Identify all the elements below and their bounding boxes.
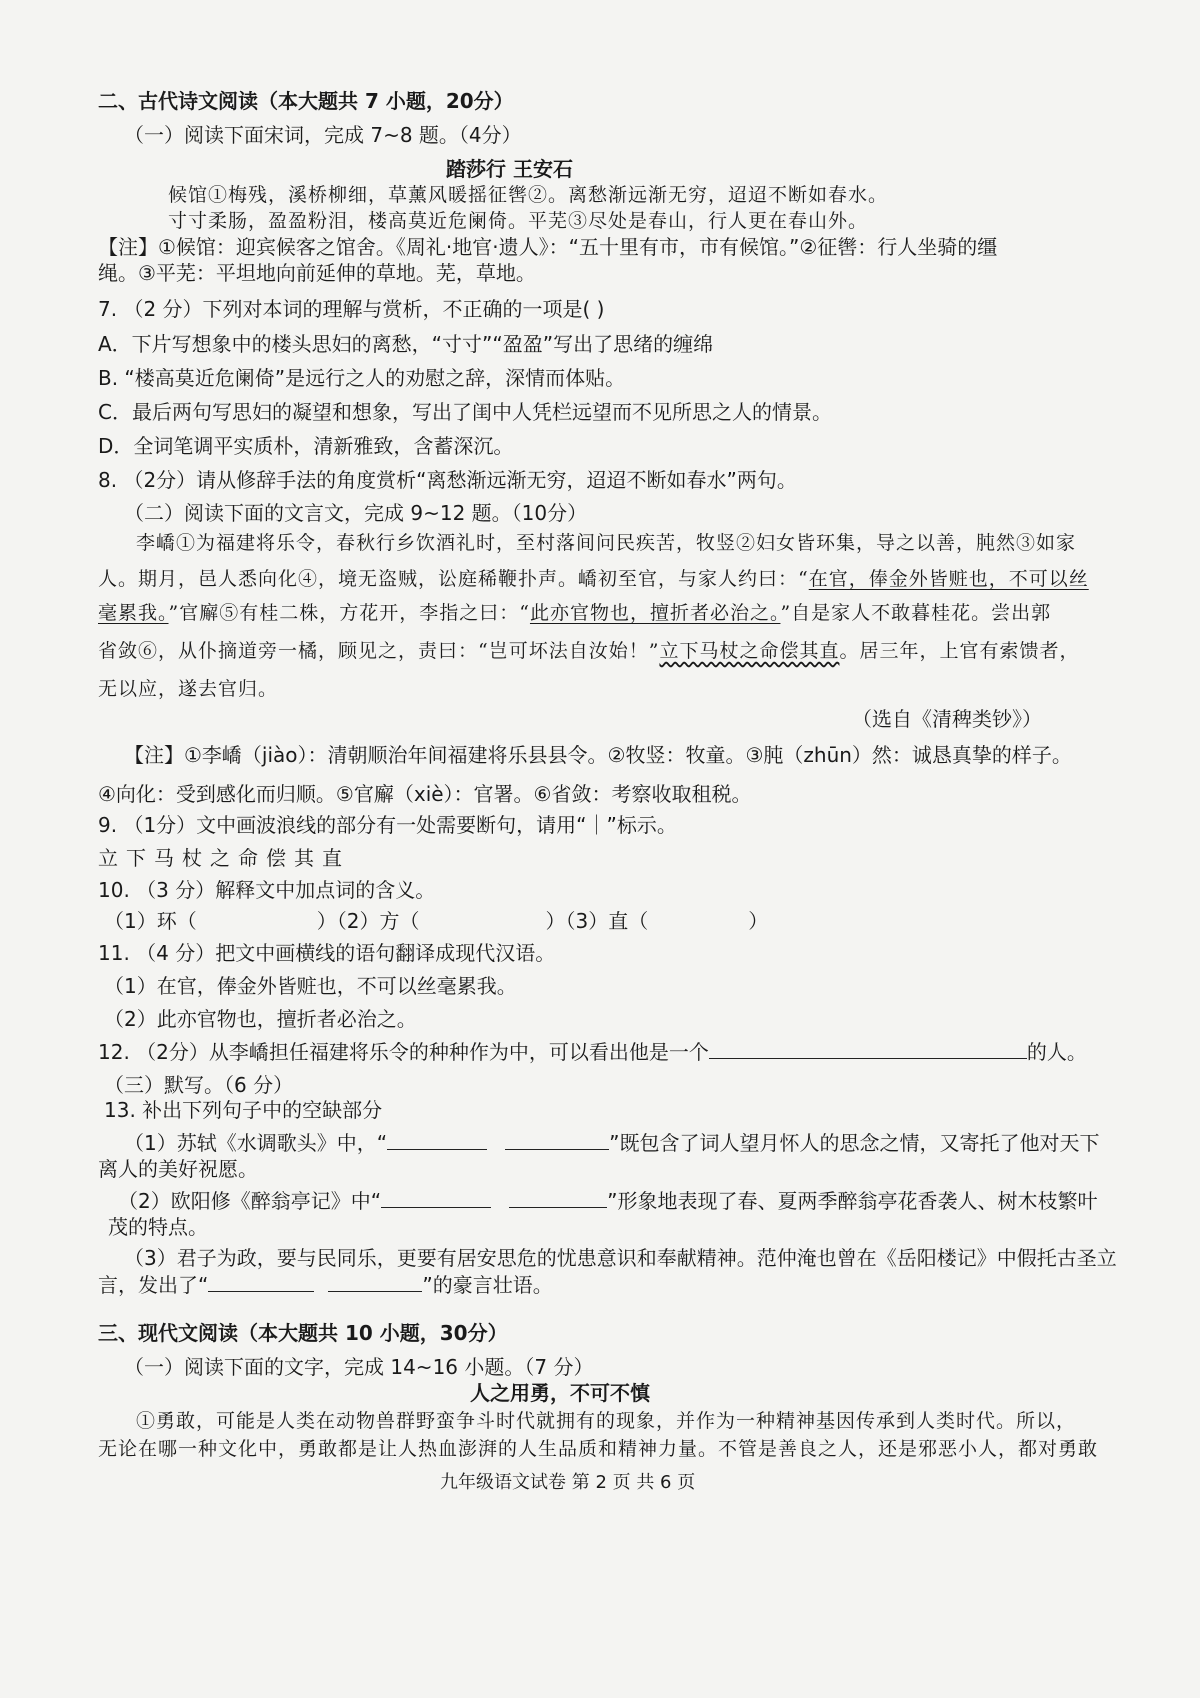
answer-blank[interactable] [505,1131,609,1150]
answer-blank[interactable] [381,1189,491,1208]
prose-text: 省敛⑥，从仆摘道旁一橘，顾见之，责曰：“岂可坏法自汝始！” [98,640,660,662]
poem-line-2: 寸寸柔肠，盈盈粉泪，楼高莫近危阑倚。平芜③尽处是春山，行人更在春山外。 [168,210,869,232]
prose-text: ”官廨⑤有桂二株，方花开，李指之曰：“ [168,602,530,624]
question-10: 10. （3 分）解释文中加点词的含义。 [98,878,436,902]
question-13-item-1-cont: 离人的美好祝愿。 [98,1157,258,1181]
question-13-item-1 [124,1130,1099,1156]
answer-blank[interactable] [208,1273,314,1292]
prose-note-line-1: 【注】①李嶠（jiào）：清朝顺治年间福建将乐县县令。②牧竖：牧童。③肫（zhūn）然：诚恳真挚的样子。 [124,743,1072,767]
question-7-option-b: B. “楼高莫近危阑倚”是远行之人的劝慰之辞，深情而体贴。 [98,366,626,390]
section3-heading: 三、现代文阅读（本大题共 10 小题，30分） [98,1321,508,1345]
underlined-sentence-1b: 毫累我。 [98,602,169,624]
question-10-items [104,908,768,934]
q13-2-text: ”形象地表现了春、夏两季醉翁亭花香袭人、树木枝繁叶 [607,1189,1098,1213]
section3-part1-intro: （一）阅读下面的文字，完成 14~16 小题。（7 分） [124,1355,594,1379]
answer-blank[interactable] [387,1131,487,1150]
answer-blank[interactable] [509,1189,607,1208]
q13-2-text: （2）欧阳修《醉翁亭记》中“ [118,1189,382,1213]
q12-text: 12. （2分）从李嶠担任福建将乐令的种种作为中，可以看出他是一个 [98,1040,709,1064]
question-11: 11. （4 分）把文中画横线的语句翻译成现代汉语。 [98,941,556,965]
question-11-item-2: （2）此亦官物也，擅折者必治之。 [104,1007,417,1031]
q13-1-text: ”既包含了词人望月怀人的思念之情，又寄托了他对天下 [609,1131,1100,1155]
underlined-sentence-2: 此亦官物也，擅折者必治之。 [529,602,781,624]
part3-intro: （三）默写。（6 分） [104,1073,294,1097]
q10-item-2: ）（2）方（ [316,909,420,933]
q10-item-end: ） [748,909,769,933]
article-title: 人之用勇，不可不慎 [470,1381,650,1405]
question-13-item-3-cont [98,1272,553,1298]
prose-line-4 [98,638,1079,664]
answer-blank[interactable] [328,1273,422,1292]
prose-text: 。居三年，上官有索馈者， [839,640,1080,662]
prose-source: （选自《清稗类钞》） [852,707,1042,731]
prose-note-line-2: ④向化：受到感化而归顺。⑤官廨（xiè）：官署。⑥省敛：考察收取租税。 [98,782,752,806]
question-11-item-1: （1）在官，俸金外皆赃也，不可以丝毫累我。 [104,974,517,998]
question-7-option-d: D．全词笔调平实质朴，清新雅致，含蓄深沉。 [98,434,514,458]
q12-end: 的人。 [1026,1040,1087,1064]
section2-heading: 二、古代诗文阅读（本大题共 7 小题，20分） [98,89,514,113]
question-8: 8. （2分）请从修辞手法的角度赏析“离愁渐远渐无穷，迢迢不断如春水”两句。 [98,468,797,492]
poem-title: 踏莎行 王安石 [446,157,573,181]
question-7-option-c: C．最后两句写思妇的凝望和想象，写出了闺中人凭栏远望而不见所思之人的情景。 [98,400,832,424]
article-para-1-line-2: 无论在哪一种文化中，勇敢都是让人热血澎湃的人生品质和精神力量。不管是善良之人，还是邪恶小人，都对勇敢 [98,1438,1099,1460]
q10-item-1: （1）环（ [104,909,197,933]
question-9-text: 立下马杖之命偿其直 [98,846,350,870]
underlined-sentence-1a: 在官，俸金外皆赃也，不可以丝 [808,568,1089,590]
question-12 [98,1039,1087,1065]
question-7: 7. （2 分）下列对本词的理解与赏析，不正确的一项是( ) [98,297,605,321]
poem-note-line-1: 【注】①候馆：迎宾候客之馆舍。《周礼·地官·遗人》：“五十里有市，市有候馆。”②征辔：行人坐骑的缰 [98,235,998,259]
poem-line-1: 候馆①梅残，溪桥柳细，草薰风暖摇征辔②。离愁渐远渐无穷，迢迢不断如春水。 [168,184,889,206]
poem-note-line-2: 绳。③平芜：平坦地向前延伸的草地。芜，草地。 [98,261,536,285]
q10-item-3: ）（3）直（ [545,909,649,933]
prose-text: 人。期月，邑人悉向化④，境无盗贼，讼庭稀鞭扑声。嶠初至官，与家人约曰：“ [98,568,809,590]
wavy-underlined-phrase: 立下马杖之命偿其直 [659,640,840,662]
question-13-item-2-cont: 茂的特点。 [108,1215,208,1239]
question-9: 9. （1分）文中画波浪线的部分有一处需要断句，请用“｜”标示。 [98,813,677,837]
prose-line-5: 无以应，遂去官归。 [98,678,279,700]
prose-line-3 [98,600,1051,626]
part2-intro: （二）阅读下面的文言文，完成 9~12 题。（10分） [124,501,588,525]
part1-intro: （一）阅读下面宋词，完成 7~8 题。（4分） [124,123,522,147]
q13-3-text: ”的豪言壮语。 [422,1273,553,1297]
question-7-option-a: A．下片写想象中的楼头思妇的离愁，“寸寸”“盈盈”写出了思绪的缠绵 [98,332,714,356]
prose-line-1: 李嶠①为福建将乐令，春秋行乡饮酒礼时，至村落间问民疾苦，牧竖②妇女皆环集，导之以善，肫然③如家 [136,532,1077,554]
prose-line-2 [98,566,1089,592]
prose-text: ”自是家人不敢暮桂花。尝出郭 [780,602,1052,624]
question-13-item-3: （3）君子为政，要与民同乐，更要有居安思危的忧患意识和奉献精神。范仲淹也曾在《岳阳楼记》中假托古圣立 [124,1246,1117,1270]
question-13: 13. 补出下列句子中的空缺部分 [104,1098,383,1122]
question-13-item-2 [118,1188,1097,1214]
article-para-1-line-1: ①勇敢，可能是人类在动物兽群野蛮争斗时代就拥有的现象，并作为一种精神基因传承到人类时代。所以， [136,1410,1077,1432]
q13-1-text: （1）苏轼《水调歌头》中，“ [124,1131,388,1155]
page-footer: 九年级语文试卷 第 2 页 共 6 页 [440,1472,696,1493]
answer-blank[interactable] [709,1040,1027,1059]
q13-3-text: 言，发出了“ [98,1273,209,1297]
